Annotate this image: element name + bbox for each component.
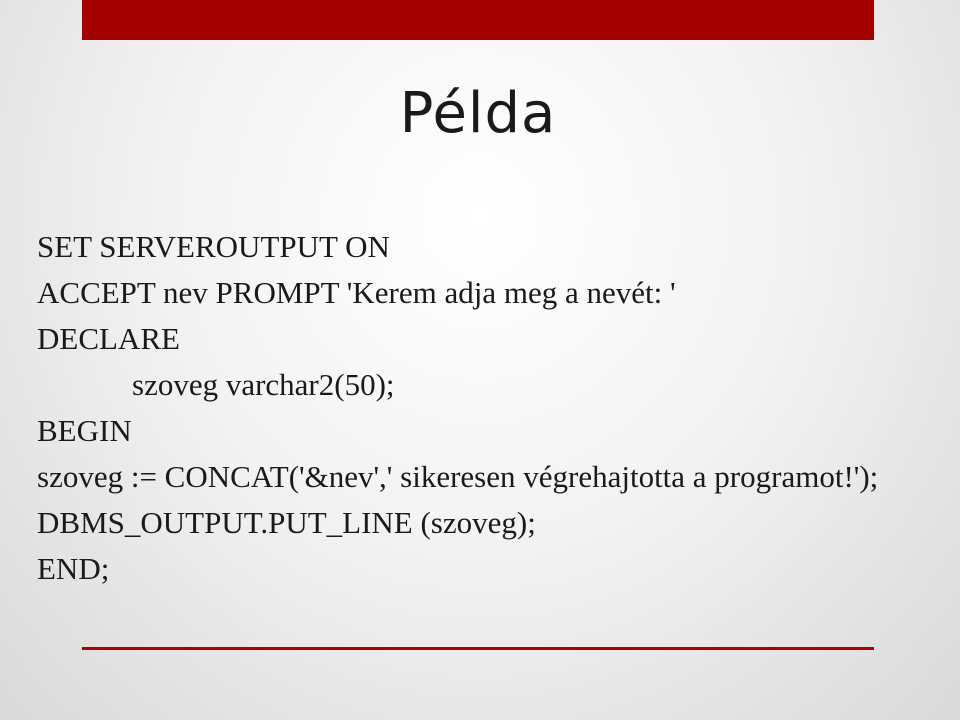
bottom-divider-line bbox=[82, 647, 874, 650]
code-line-end: END; bbox=[37, 551, 110, 586]
slide-title-container bbox=[0, 78, 960, 150]
code-line-accept: ACCEPT nev PROMPT 'Kerem adja meg a nevét: ' bbox=[37, 275, 676, 310]
code-line-concat: szoveg := CONCAT('&nev',' sikeresen végrehajtotta a programot!'); bbox=[37, 459, 879, 494]
code-line-set-serveroutput: SET SERVEROUTPUT ON bbox=[37, 229, 390, 264]
code-line-variable-declaration: szoveg varchar2(50); bbox=[132, 367, 395, 402]
code-block bbox=[37, 224, 937, 592]
code-line-begin: BEGIN bbox=[37, 413, 132, 448]
slide-title: Példa bbox=[399, 81, 557, 146]
code-line-put-line: DBMS_OUTPUT.PUT_LINE (szoveg); bbox=[37, 505, 536, 540]
code-line-declare: DECLARE bbox=[37, 321, 180, 356]
top-accent-bar bbox=[82, 0, 874, 40]
